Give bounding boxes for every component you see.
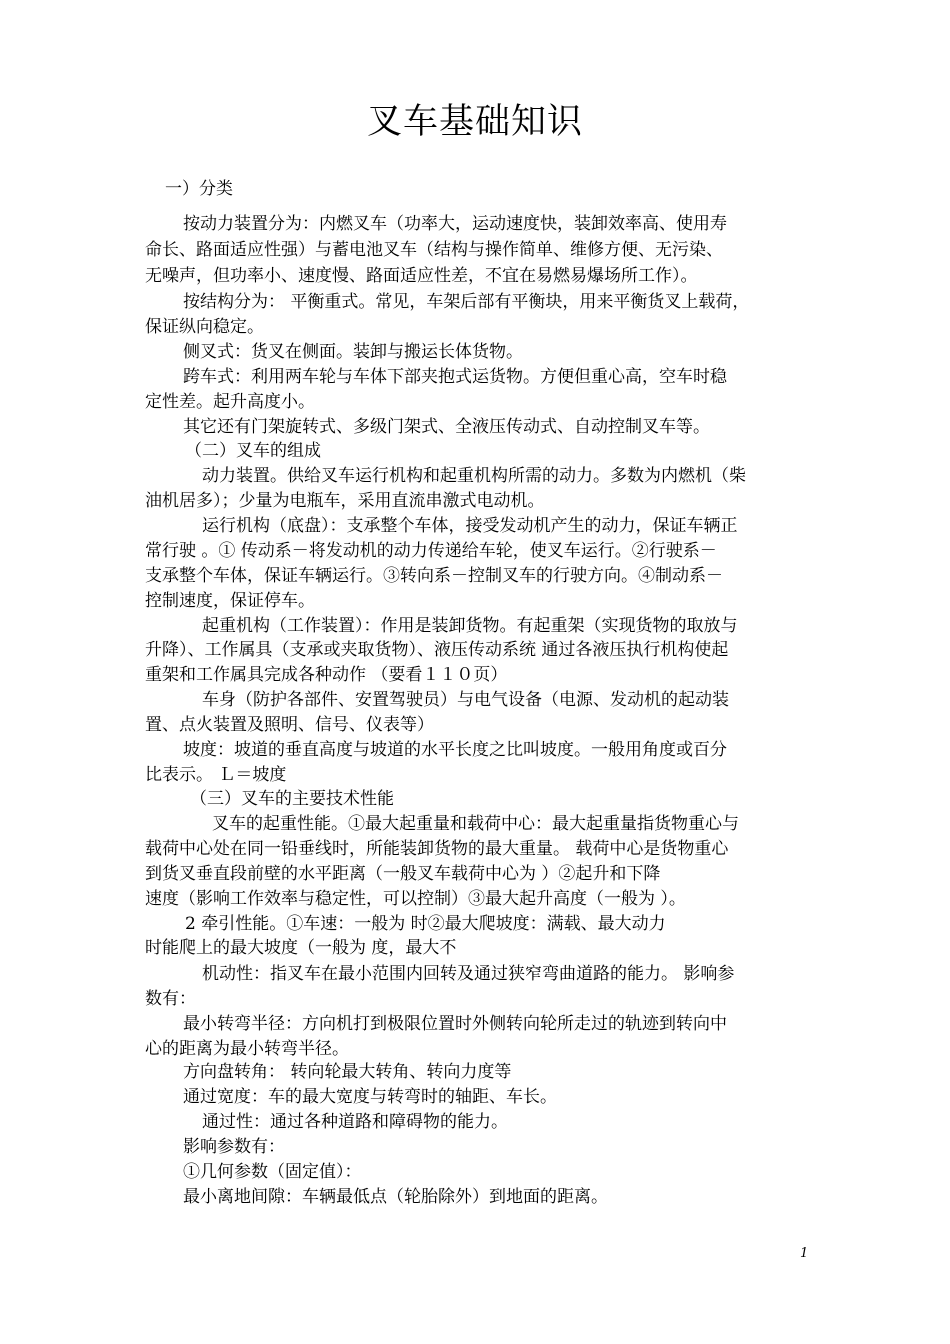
text-line: 最小离地间隙：车辆最低点（轮胎除外）到地面的距离。 xyxy=(183,1187,608,1207)
text-line: 车身（防护各部件、安置驾驶员）与电气设备（电源、发动机的起动装 xyxy=(202,690,729,710)
text-line: 侧叉式：货叉在侧面。装卸与搬运长体货物。 xyxy=(183,342,523,362)
text-line: 时能爬上的最大坡度（一般为 度，最大不 xyxy=(145,938,457,958)
text-line: 按动力装置分为：内燃叉车（功率大，运动速度快，装卸效率高、使用寿 xyxy=(183,214,727,234)
text-line: 按结构分为： 平衡重式。常见，车架后部有平衡块，用来平衡货叉上载荷， xyxy=(183,292,750,312)
text-line: 常行驶 。① 传动系－将发动机的动力传递给车轮，使叉车运行。②行驶系－ xyxy=(145,541,717,561)
text-line: 起重机构（工作装置）：作用是装卸货物。有起重架（实现货物的取放与 xyxy=(202,616,738,636)
text-line: 叉车的起重性能。①最大起重量和载荷中心：最大起重量指货物重心与 xyxy=(212,814,739,834)
text-line: 升降）、工作属具（支承或夹取货物）、液压传动系统 通过各液压执行机构使起 xyxy=(145,640,729,660)
text-line: 载荷中心处在同一铅垂线时，所能装卸货物的最大重量。 载荷中心是货物重心 xyxy=(145,839,729,859)
text-line: 方向盘转角： 转向轮最大转角、转向力度等 xyxy=(183,1062,512,1082)
text-line: 动力装置。供给叉车运行机构和起重机构所需的动力。多数为内燃机（柴 xyxy=(202,466,746,486)
text-line: 比表示。 Ｌ＝坡度 xyxy=(145,765,287,785)
section-heading-classification: 一）分类 xyxy=(165,179,233,199)
text-line: ①几何参数（固定值）： xyxy=(183,1162,362,1182)
text-line: 影响参数有： xyxy=(183,1137,285,1157)
text-line: 支承整个车体，保证车辆运行。③转向系－控制叉车的行驶方向。④制动系－ xyxy=(145,566,723,586)
text-line: 机动性：指叉车在最小范围内回转及通过狭窄弯曲道路的能力。 影响参 xyxy=(202,964,735,984)
text-line: 保证纵向稳定。 xyxy=(145,317,264,337)
text-line: 2 牵引性能。①车速：一般为 时②最大爬坡度：满载、最大动力 xyxy=(185,914,666,934)
text-line: 跨车式：利用两车轮与车体下部夹抱式运货物。方便但重心高，空车时稳 xyxy=(183,367,727,387)
text-line: 通过宽度：车的最大宽度与转弯时的轴距、车长。 xyxy=(183,1087,557,1107)
text-line: 最小转弯半径：方向机打到极限位置时外侧转向轮所走过的轨迹到转向中 xyxy=(183,1014,727,1034)
text-line: 其它还有门架旋转式、多级门架式、全液压传动式、自动控制叉车等。 xyxy=(183,417,710,437)
text-line: 无噪声，但功率小、速度慢、路面适应性差，不宜在易燃易爆场所工作）。 xyxy=(145,266,698,286)
text-line: 控制速度，保证停车。 xyxy=(145,591,315,611)
text-line: 数有： xyxy=(145,989,196,1009)
text-line: 运行机构（底盘）：支承整个车体，接受发动机产生的动力，保证车辆正 xyxy=(202,516,738,536)
text-line: 坡度：坡道的垂直高度与坡道的水平长度之比叫坡度。一般用角度或百分 xyxy=(183,740,727,760)
text-line: 心的距离为最小转弯半径。 xyxy=(145,1039,349,1059)
text-line: 油机居多）；少量为电瓶车，采用直流串激式电动机。 xyxy=(145,491,545,511)
text-line: 到货叉垂直段前壁的水平距离（一般叉车载荷中心为 ）②起升和下降 xyxy=(145,864,661,884)
text-line: 通过性：通过各种道路和障碍物的能力。 xyxy=(202,1112,508,1132)
text-line: 定性差。起升高度小。 xyxy=(145,392,315,412)
text-line: 重架和工作属具完成各种动作 （要看１１０页） xyxy=(145,665,508,685)
text-line: 速度（影响工作效率与稳定性，可以控制）③最大起升高度（一般为 ）。 xyxy=(145,889,686,909)
section-heading-composition: （二）叉车的组成 xyxy=(185,441,321,461)
text-line: 置、点火装置及照明、信号、仪表等） xyxy=(145,715,434,735)
page-number: 1 xyxy=(800,1246,809,1261)
section-heading-performance: （三）叉车的主要技术性能 xyxy=(190,789,394,809)
text-line: 命长、路面适应性强）与蓄电池叉车（结构与操作简单、维修方便、无污染、 xyxy=(145,240,723,260)
document-title: 叉车基础知识 xyxy=(366,102,583,142)
